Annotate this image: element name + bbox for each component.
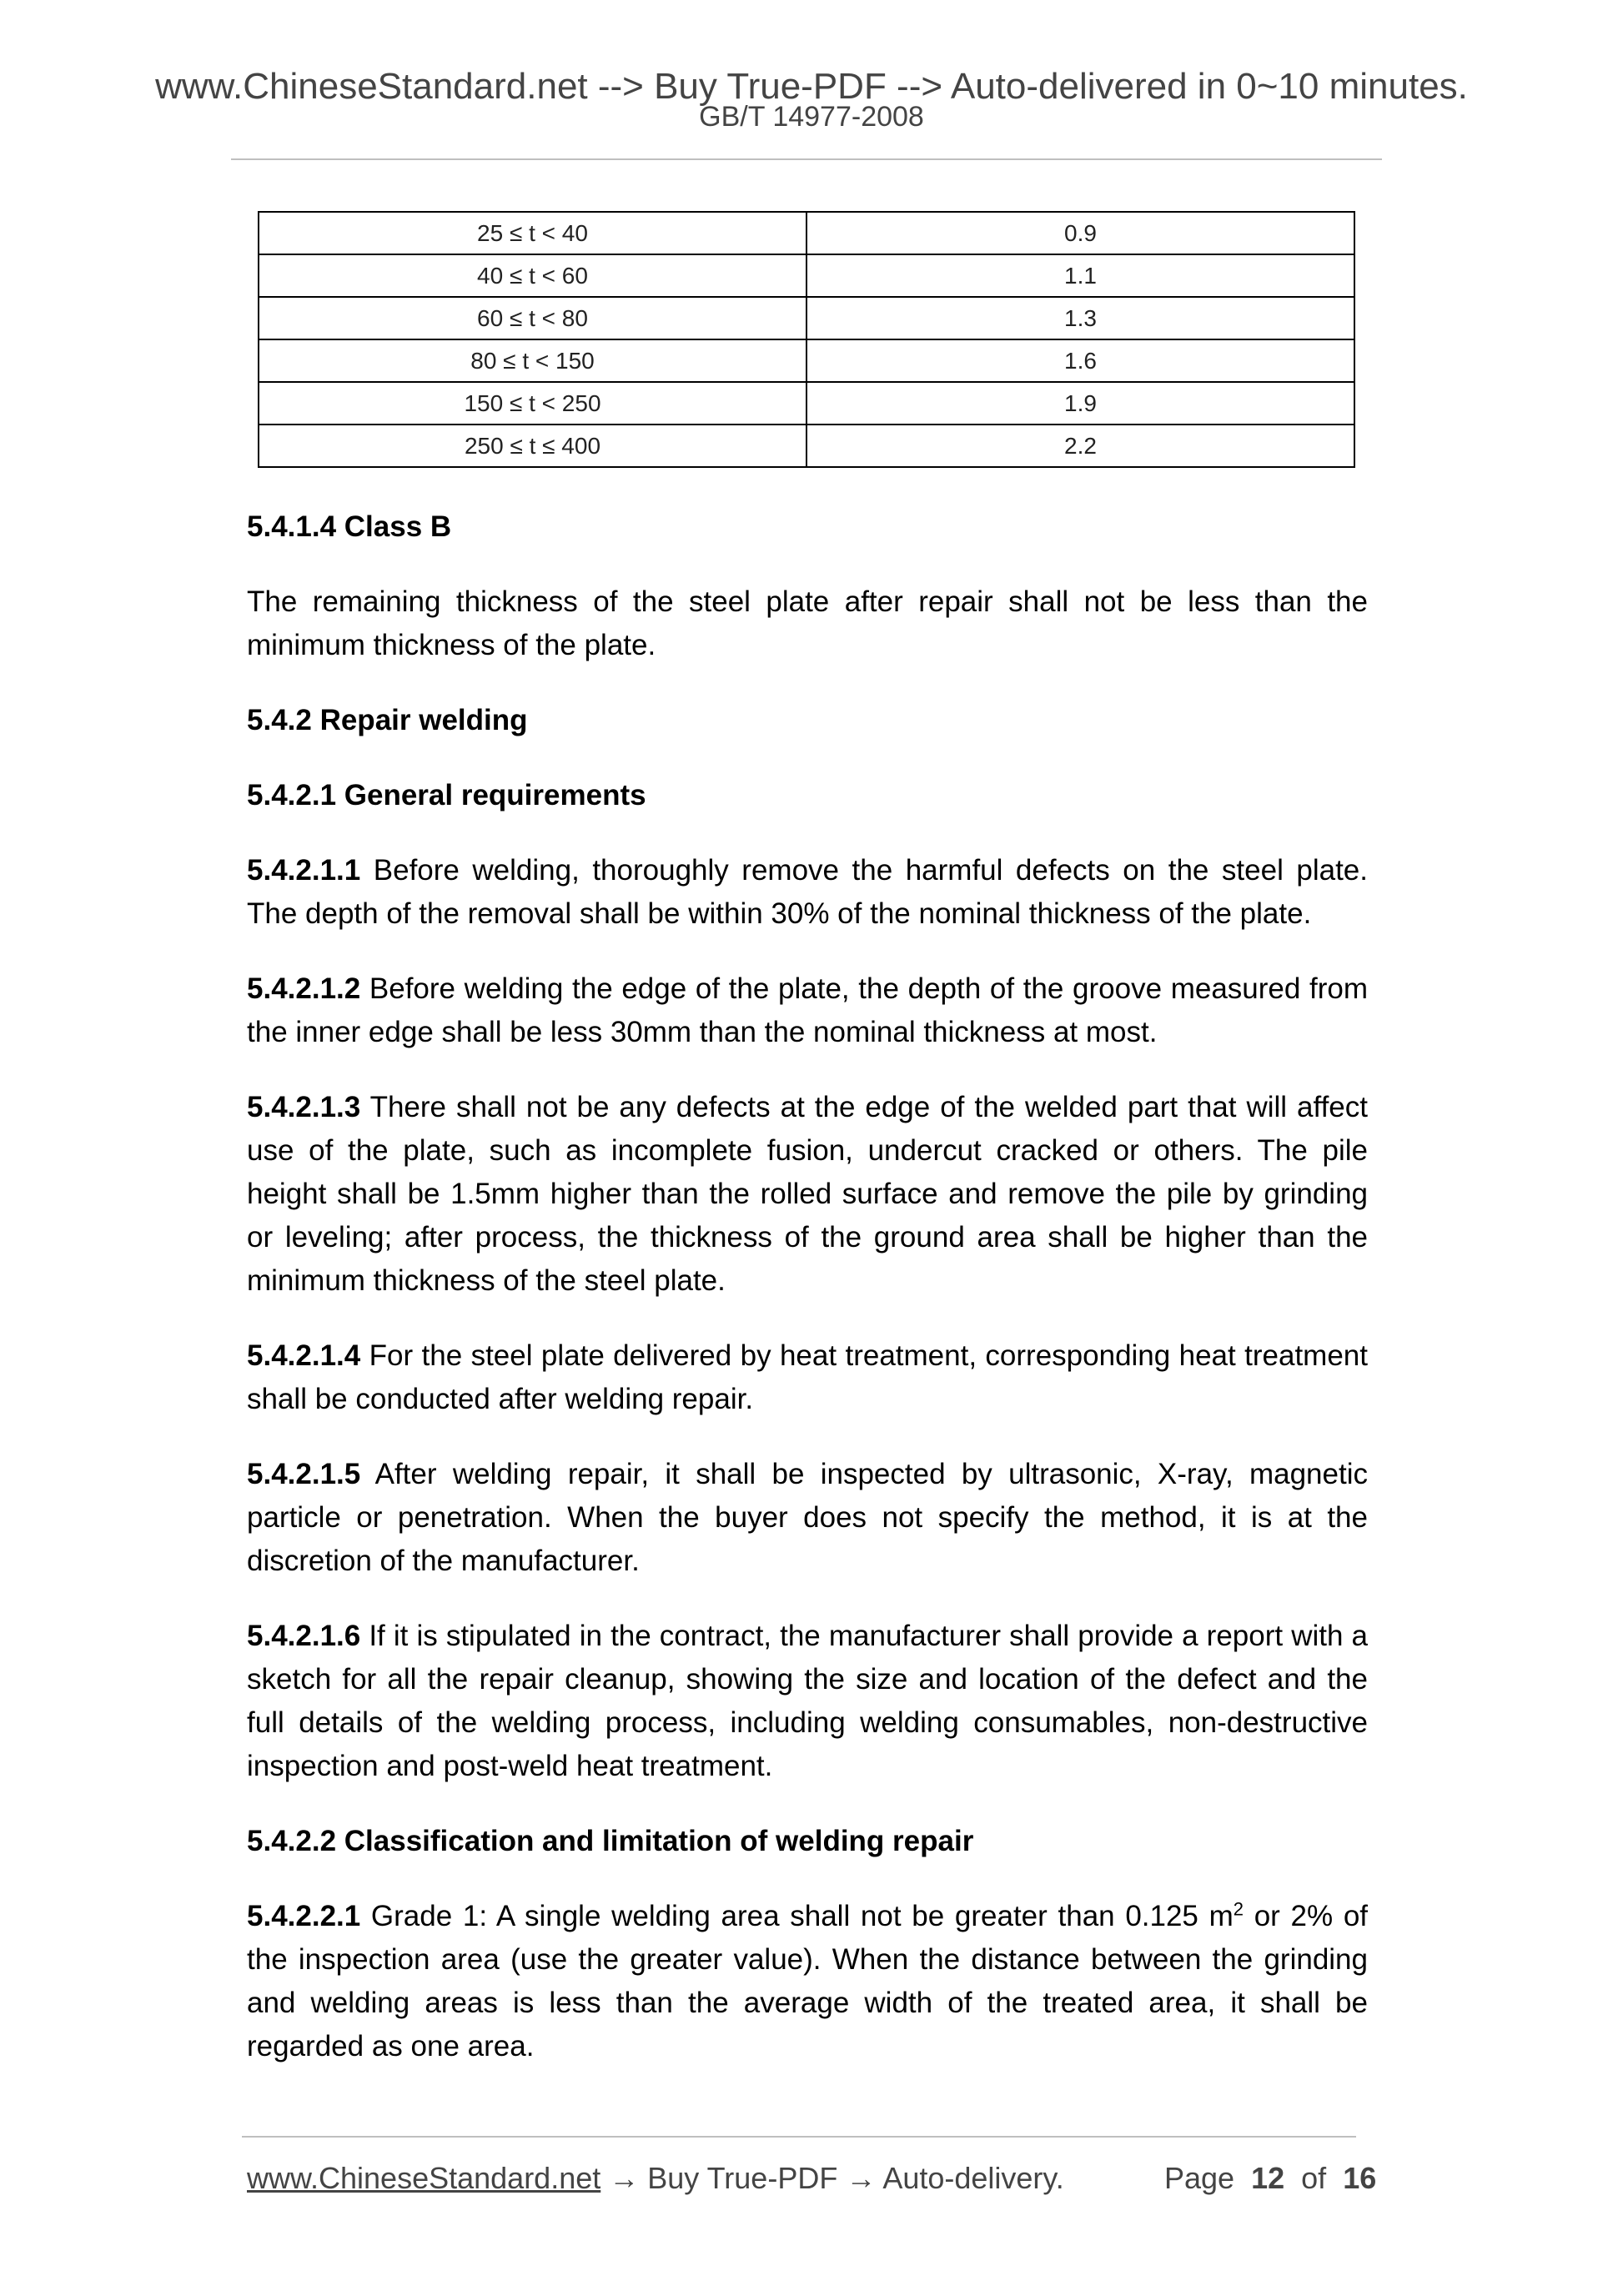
table-row: [259, 339, 1354, 382]
section-heading-5-4-2-1: 5.4.2.1 General requirements: [247, 779, 646, 811]
paragraph-5-4-2-2-1: [247, 1895, 1368, 2068]
clause-number: 5.4.2.1.1: [247, 854, 361, 887]
table-row: [259, 212, 1354, 254]
value-cell: 1.6: [806, 339, 1354, 382]
header-divider: [231, 158, 1382, 160]
thickness-range-cell: 80 ≤ t < 150: [259, 339, 806, 382]
clause-number: 5.4.2.1.2: [247, 972, 361, 1005]
paragraph-5-4-2-1-5: [247, 1453, 1368, 1583]
paragraph-5-4-2-1-3: [247, 1086, 1368, 1303]
clause-number: 5.4.2.1.6: [247, 1620, 361, 1652]
header-banner: www.ChineseStandard.net --> Buy True-PDF --> Auto-delivered in 0~10 minutes.: [155, 66, 1468, 107]
clause-number: 5.4.2.1.5: [247, 1458, 361, 1490]
superscript: 2: [1233, 1898, 1244, 1920]
thickness-range-cell: 40 ≤ t < 60: [259, 254, 806, 297]
of-word: of: [1301, 2161, 1327, 2195]
document-body: [247, 505, 1368, 2100]
table-row: [259, 297, 1354, 339]
clause-text: After welding repair, it shall be inspected by ultrasonic, X-ray, magnetic particle or penetration. When the buyer does not specify the method, it is at the discretion of the manufacturer.: [247, 1458, 1368, 1577]
clause-text: There shall not be any defects at the edge of the welded part that will affect use of the plate, such as incomplete fusion, undercut cracked or others. The pile height shall be 1.5mm higher than the rolled surface and remove the pile by grinding or leveling; after process, the thickness of the ground area shall be higher than the minimum thickness of the steel plate.: [247, 1091, 1368, 1297]
table-row: [259, 382, 1354, 425]
section-heading-5-4-2-2: 5.4.2.2 Classification and limitation of welding repair: [247, 1825, 974, 1857]
thickness-range-cell: 60 ≤ t < 80: [259, 297, 806, 339]
thickness-range-cell: 150 ≤ t < 250: [259, 382, 806, 425]
thickness-range-cell: 250 ≤ t ≤ 400: [259, 425, 806, 467]
thickness-range-cell: 25 ≤ t < 40: [259, 212, 806, 254]
footer-link-line: [247, 2160, 1064, 2197]
clause-text: or 2% of the inspection area (use the greater value). When the distance between the grinding and welding areas is less than the average width of the treated area, it shall be regarded as one area.: [247, 1900, 1369, 2062]
page-indicator: [1164, 2160, 1376, 2197]
clause-text: Grade 1: A single welding area shall not be greater than 0.125 m: [360, 1900, 1234, 1932]
paragraph-5-4-2-1-6: [247, 1615, 1368, 1788]
page-total: 16: [1343, 2161, 1377, 2195]
page-word: Page: [1164, 2161, 1235, 2195]
value-cell: 2.2: [806, 425, 1354, 467]
table-row: [259, 425, 1354, 467]
clause-text: Before welding the edge of the plate, the depth of the groove measured from the inner edge shall be less 30mm than the nominal thickness at most.: [247, 972, 1368, 1048]
page-current: 12: [1251, 2161, 1285, 2195]
clause-number: 5.4.2.1.3: [247, 1091, 361, 1123]
section-heading-5-4-1-4: 5.4.1.4 Class B: [247, 510, 452, 543]
paragraph-5-4-1-4: The remaining thickness of the steel plate after repair shall not be less than the minimum thickness of the plate.: [247, 585, 1368, 661]
standard-number: GB/T 14977-2008: [699, 101, 924, 133]
clause-number: 5.4.2.1.4: [247, 1339, 361, 1372]
thickness-table: [258, 211, 1355, 468]
table-row: [259, 254, 1354, 297]
value-cell: 1.1: [806, 254, 1354, 297]
footer-divider: [242, 2136, 1356, 2138]
paragraph-5-4-2-1-1: [247, 849, 1368, 936]
clause-text: For the steel plate delivered by heat treatment, corresponding heat treatment shall be conducted after welding repair.: [247, 1339, 1368, 1415]
paragraph-5-4-2-1-2: [247, 967, 1368, 1054]
clause-text: Before welding, thoroughly remove the harmful defects on the steel plate. The depth of the removal shall be within 30% of the nominal thickness of the plate.: [247, 854, 1368, 930]
value-cell: 0.9: [806, 212, 1354, 254]
footer-site-link[interactable]: www.ChineseStandard.net: [247, 2161, 601, 2195]
section-heading-5-4-2: 5.4.2 Repair welding: [247, 704, 528, 736]
footer-tagline: → Buy True-PDF → Auto-delivery.: [600, 2161, 1064, 2195]
paragraph-5-4-2-1-4: [247, 1334, 1368, 1421]
clause-text: If it is stipulated in the contract, the manufacturer shall provide a report with a sketch for all the repair cleanup, showing the size and location of the defect and the full details of the welding process, including welding consumables, non-destructive inspection and post-weld heat treatment.: [247, 1620, 1368, 1782]
value-cell: 1.3: [806, 297, 1354, 339]
value-cell: 1.9: [806, 382, 1354, 425]
clause-number: 5.4.2.2.1: [247, 1900, 361, 1932]
